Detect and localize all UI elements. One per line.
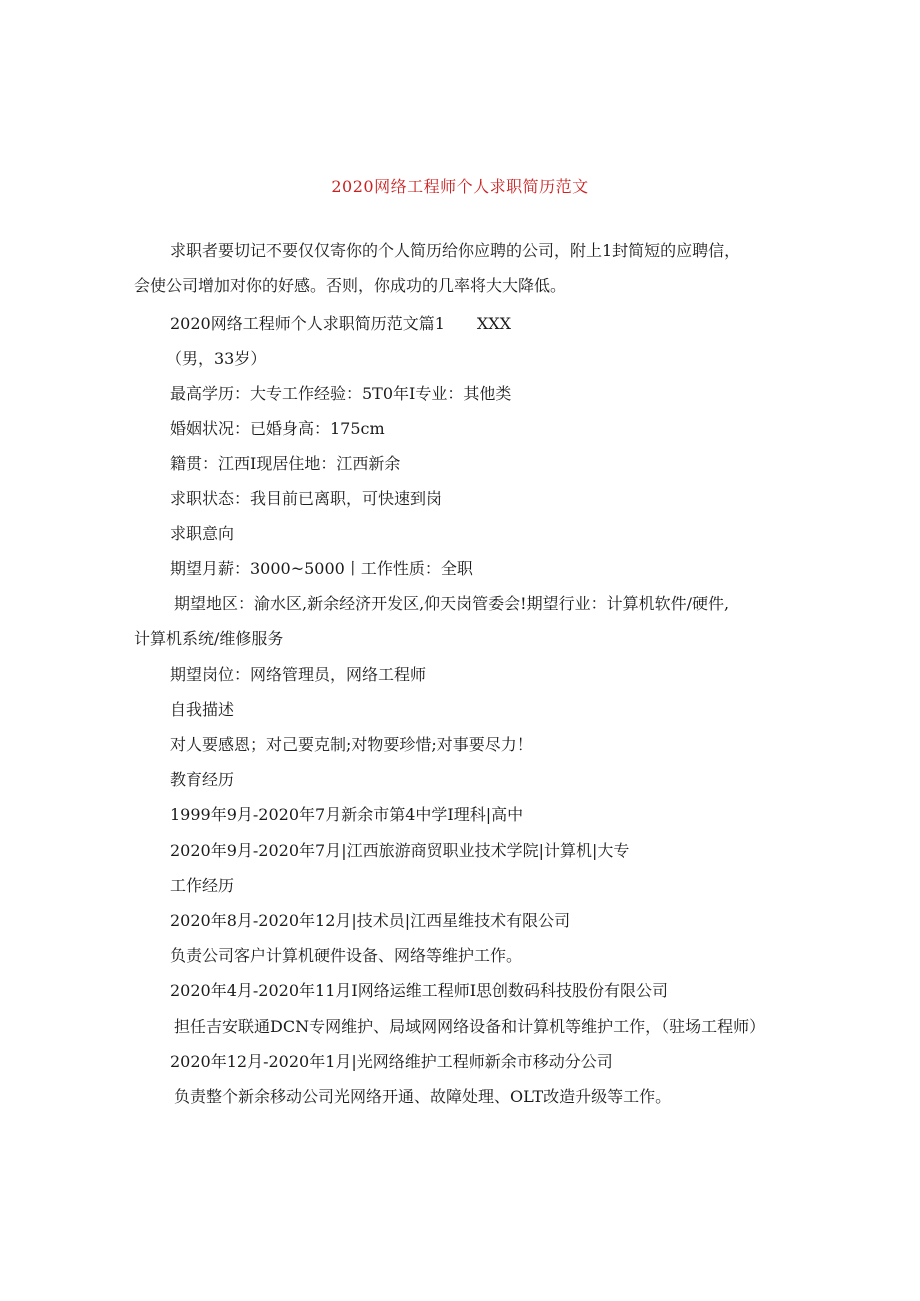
work-entry-2: 2020年4月-2020年11月I网络运维工程师I思创数码科技股份有限公司: [170, 981, 669, 1000]
work-entry-2-description: 担任吉安联通DCN专网维护、局域网网络设备和计算机等维护工作，（驻场工程师）: [174, 1017, 766, 1036]
education-experience: 最高学历：大专工作经验：5T0年I专业：其他类: [170, 384, 512, 403]
gender-age: （男，33岁）: [166, 349, 267, 368]
section-heading-work: 工作经历: [170, 876, 235, 895]
resume-heading: 2020网络工程师个人求职简历范文篇1 XXX: [170, 314, 512, 333]
marriage-height: 婚姻状况：已婚身高：175cm: [170, 419, 385, 438]
origin-residence: 籍贯：江西I现居住地：江西新余: [170, 454, 401, 473]
work-entry-3-description: 负责整个新余移动公司光网络开通、故障处理、OLT改造升级等工作。: [174, 1087, 672, 1106]
job-status: 求职状态：我目前已离职，可快速到岗: [170, 489, 443, 508]
intro-line-1: 求职者要切记不要仅仅寄你的个人简历给你应聘的公司，附上1封简短的应聘信，: [170, 241, 741, 260]
work-entry-3: 2020年12月-2020年1月|光网络维护工程师新余市移动分公司: [170, 1052, 613, 1071]
section-heading-education: 教育经历: [170, 770, 235, 789]
education-entry-2: 2020年9月-2020年7月|江西旅游商贸职业技术学院|计算机|大专: [170, 841, 630, 860]
expected-region-line-2: 计算机系统/维修服务: [134, 629, 284, 648]
work-entry-1: 2020年8月-2020年12月|技术员|江西星维技术有限公司: [170, 911, 571, 930]
self-description: 对人要感恩；对己要克制;对物要珍惜;对事要尽力！: [170, 735, 533, 754]
expected-region-line-1: 期望地区：渝水区,新余经济开发区,仰天岗管委会!期望行业：计算机软件/硬件,: [174, 594, 730, 613]
section-heading-self: 自我描述: [170, 700, 235, 719]
salary-work-type: 期望月薪：3000~5000丨工作性质：全职: [170, 559, 473, 578]
work-entry-1-description: 负责公司客户计算机硬件设备、网络等维护工作。: [170, 946, 523, 965]
section-heading-intent: 求职意向: [170, 524, 235, 543]
intro-line-2: 会使公司增加对你的好感。否则，你成功的几率将大大降低。: [134, 276, 567, 295]
document-title: 2020网络工程师个人求职简历范文: [331, 177, 589, 196]
education-entry-1: 1999年9月-2020年7月新余市第4中学I理科|高中: [170, 805, 524, 824]
expected-position: 期望岗位：网络管理员，网络工程师: [170, 665, 427, 684]
